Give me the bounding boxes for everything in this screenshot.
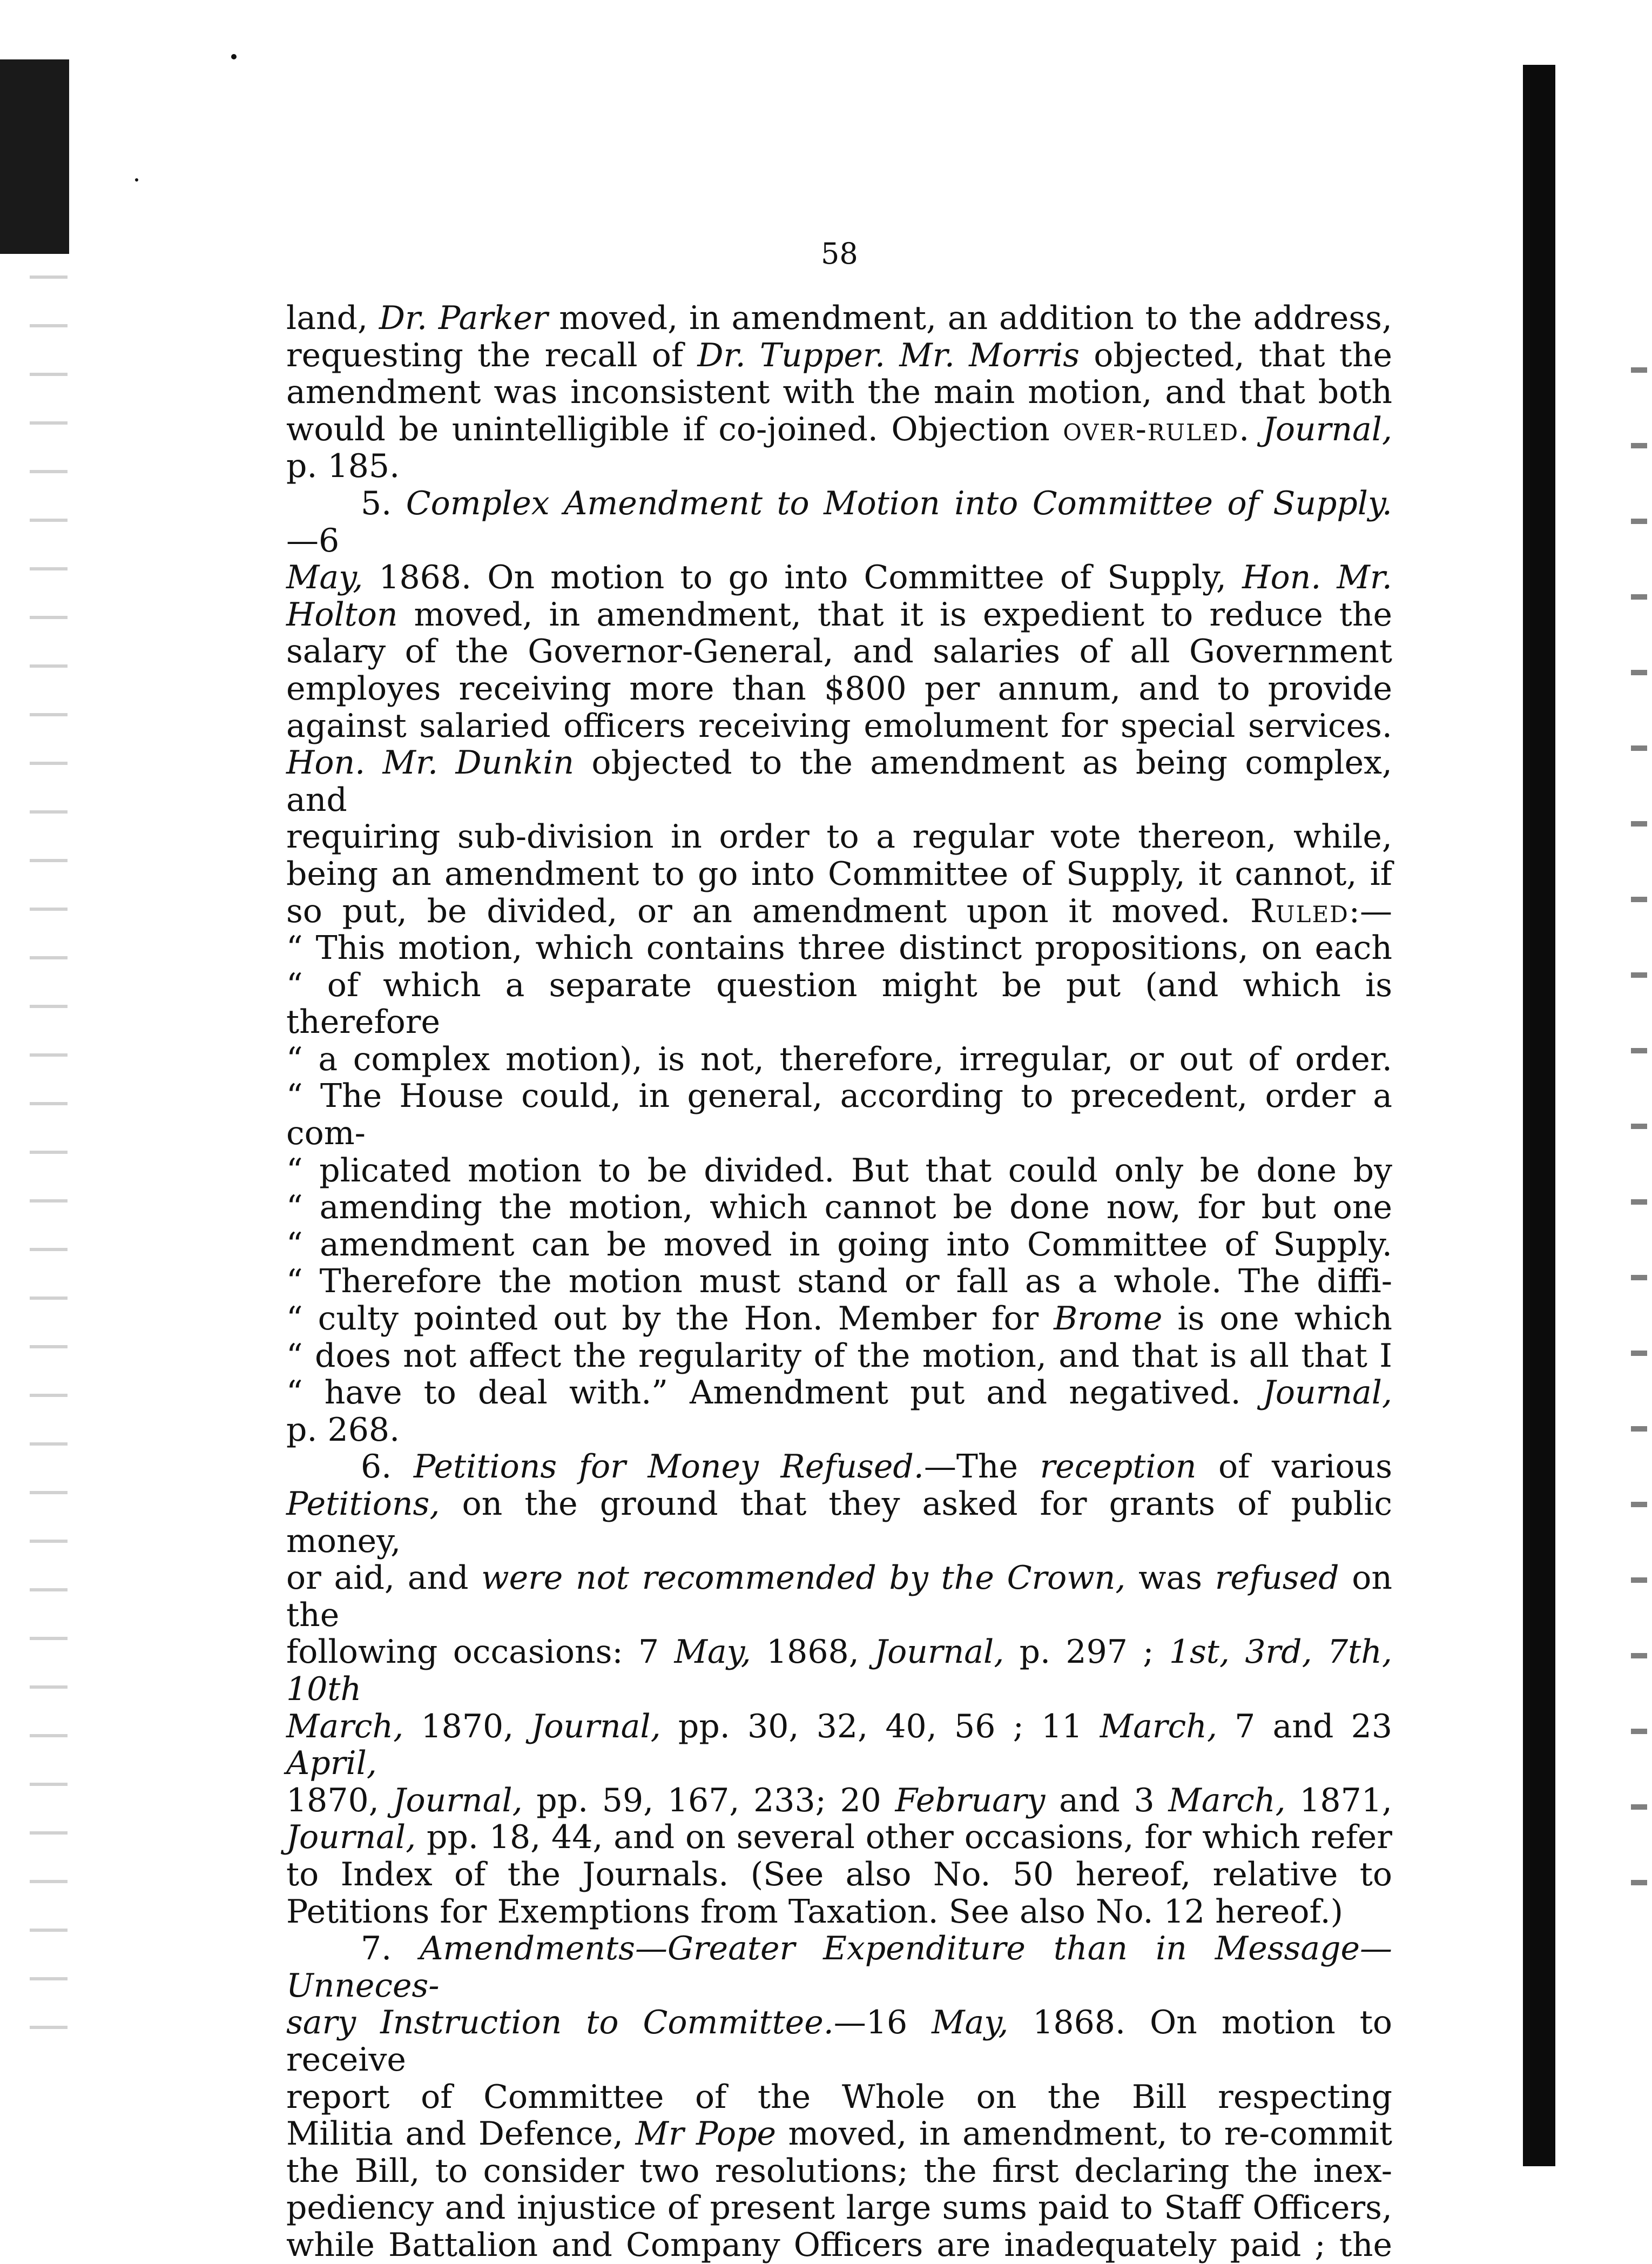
text-run: May,	[674, 1633, 751, 1671]
text-line	[286, 967, 1392, 1041]
text-run: “ plicated motion to be divided. But that could only be done by	[286, 1151, 1392, 1190]
text-line	[286, 1893, 1392, 1931]
text-run: was	[1125, 1559, 1215, 1597]
text-run: 5.	[361, 484, 406, 522]
text-line	[286, 708, 1392, 745]
text-run: and 3	[1045, 1781, 1169, 1819]
text-run: p. 297 ;	[1004, 1633, 1169, 1671]
text-run: Journal,	[1262, 1374, 1392, 1412]
text-run: Petitions,	[286, 1485, 440, 1523]
text-line	[286, 856, 1392, 893]
scan-edge-left	[0, 59, 69, 254]
text-run: 6.	[361, 1448, 414, 1486]
text-run: amendment was inconsistent with the main motion, and that both	[286, 373, 1392, 412]
text-line	[286, 1448, 1392, 1486]
text-run: “ does not affect the regularity of the motion, and that is all that I	[286, 1336, 1392, 1375]
text-line	[286, 2153, 1392, 2190]
text-run: sary Instruction to Committee.	[286, 2004, 834, 2042]
text-run: would be unintelligible if co-joined. Objection	[286, 410, 1063, 448]
text-run: over-ruled	[1063, 410, 1239, 448]
text-run: Petitions for Money Refused.	[413, 1448, 924, 1486]
text-line	[286, 2189, 1392, 2227]
text-run: 1868. On motion to go into Committee of Supply,	[363, 559, 1243, 597]
text-line	[286, 1078, 1392, 1152]
text-run: “ have to deal with.” Amendment put and negatived.	[286, 1374, 1263, 1412]
text-run: 1870,	[286, 1781, 393, 1819]
text-run: 1871,	[1285, 1781, 1393, 1819]
text-run: Journal,	[874, 1633, 1004, 1671]
text-line	[286, 1560, 1392, 1634]
text-run: Dr. Parker	[379, 299, 548, 337]
text-run: Militia and Defence,	[286, 2115, 636, 2153]
text-line	[286, 1708, 1392, 1782]
text-line	[286, 411, 1392, 448]
text-line	[286, 559, 1392, 596]
text-run: February	[895, 1781, 1046, 1819]
text-line	[286, 1634, 1392, 1708]
text-run: “ amendment can be moved in going into Committee of Supply.	[286, 1225, 1392, 1264]
text-run: “ This motion, which contains three distinct propositions, on each	[286, 929, 1392, 968]
scan-speck	[231, 54, 237, 59]
text-line	[286, 2079, 1392, 2116]
text-run: pp. 59, 167, 233; 20	[522, 1781, 895, 1819]
text-run: Brome	[1054, 1300, 1163, 1338]
text-run: April,	[286, 1744, 377, 1783]
text-run: moved, in amendment, to re-commit	[776, 2115, 1392, 2153]
text-run: while Battalion and Company Officers are inadequately paid ; the	[286, 2226, 1392, 2264]
text-line	[286, 596, 1392, 634]
text-run: Mr Pope	[635, 2115, 776, 2153]
text-line	[286, 300, 1392, 337]
text-run: objected, that the	[1080, 336, 1393, 374]
text-run: employes receiving more than $800 per annum, and to provide	[286, 669, 1392, 708]
text-run: Ruled	[1250, 892, 1349, 930]
text-run: March,	[1100, 1707, 1217, 1745]
text-line	[286, 485, 1392, 559]
text-line	[286, 930, 1392, 967]
text-line	[286, 1226, 1392, 1264]
text-run: Amendments—Greater Expenditure than in Message—Unneces-	[286, 1930, 1392, 2005]
text-run: refused	[1215, 1559, 1339, 1597]
text-line	[286, 2227, 1392, 2264]
text-run: so put, be divided, or an amendment upon it moved.	[286, 892, 1250, 930]
text-run: “ The House could, in general, according to precedent, order a com-	[286, 1077, 1392, 1153]
scan-edge-right	[1523, 65, 1555, 2166]
text-run	[885, 337, 899, 374]
text-run: “ amending the motion, which cannot be done now, for but one	[286, 1188, 1392, 1227]
text-run: Hon. Mr. Dunkin	[286, 744, 575, 782]
text-line	[286, 1189, 1392, 1226]
text-run: May,	[286, 559, 363, 597]
text-run: :—	[1348, 892, 1392, 930]
text-run: Journal,	[1262, 410, 1392, 448]
text-line	[286, 1782, 1392, 1819]
text-run: on the ground that they asked for grants of public money,	[286, 1485, 1392, 1560]
text-line	[286, 448, 1392, 485]
document-body	[286, 300, 1392, 2263]
text-run: “ of which a separate question might be put (and which is therefore	[286, 966, 1392, 1042]
text-run: 1868,	[751, 1633, 875, 1671]
text-run: Dr. Tupper.	[697, 336, 886, 374]
text-line	[286, 1263, 1392, 1300]
text-run: to Index of the Journals. (See also No. 50 hereof, relative to	[286, 1855, 1392, 1893]
text-run: Journal,	[286, 1818, 416, 1857]
text-run: reception	[1040, 1448, 1197, 1486]
text-run: March,	[286, 1707, 404, 1745]
text-run: salary of the Governor-General, and salaries of all Government	[286, 633, 1392, 671]
text-run: .	[1239, 410, 1263, 448]
text-run: “ a complex motion), is not, therefore, irregular, or out of order.	[286, 1040, 1392, 1078]
text-run: requesting the recall of	[286, 336, 698, 374]
text-run: against salaried officers receiving emolument for special services.	[286, 707, 1392, 745]
text-line	[286, 2004, 1392, 2078]
text-run: pp. 30, 32, 40, 56 ; 11	[660, 1707, 1100, 1745]
text-run: p. 185.	[286, 447, 400, 486]
text-run: on the	[286, 1559, 1392, 1634]
text-run: May,	[932, 2004, 1009, 2042]
text-run: report of Committee of the Whole on the Bill respecting	[286, 2078, 1392, 2116]
text-run: —The	[923, 1448, 1040, 1486]
text-run: 7.	[361, 1930, 420, 1968]
scan-speck	[135, 178, 138, 182]
text-run: moved, in amendment, an addition to the address,	[548, 299, 1392, 337]
text-run: Complex Amendment to Motion into Committee of Supply.	[406, 484, 1392, 522]
text-run: Petitions for Exemptions from Taxation. See also No. 12 hereof.)	[286, 1892, 1344, 1931]
text-run: moved, in amendment, that it is expedient to reduce the	[397, 595, 1392, 634]
text-line	[286, 1856, 1392, 1893]
text-run: objected to the amendment as being complex, and	[286, 744, 1393, 819]
text-line	[286, 1041, 1392, 1078]
text-line	[286, 374, 1392, 411]
text-run: “ Therefore the motion must stand or fall as a whole. The diffi-	[286, 1262, 1392, 1301]
text-run: is one which	[1162, 1300, 1393, 1338]
text-run: pp. 18, 44, and on several other occasions, for which refer	[416, 1818, 1392, 1857]
text-line	[286, 1819, 1392, 1856]
text-run: 7 and 23	[1217, 1707, 1393, 1745]
text-run: following occasions: 7	[286, 1633, 675, 1671]
text-run: the Bill, to consider two resolutions; the first declaring the inex-	[286, 2152, 1392, 2190]
text-line	[286, 633, 1392, 670]
text-run: being an amendment to go into Committee of Supply, it cannot, if	[286, 855, 1392, 893]
text-line	[286, 818, 1392, 856]
text-run: March,	[1168, 1781, 1286, 1819]
text-line	[286, 1152, 1392, 1190]
scan-noise-left	[30, 254, 68, 2037]
text-run: —16	[833, 2004, 932, 2042]
text-line	[286, 1930, 1392, 2004]
text-run: land,	[286, 299, 379, 337]
text-line	[286, 1338, 1392, 1375]
scan-noise-right	[1631, 324, 1647, 1945]
text-run: requiring sub-division in order to a regular vote thereon, while,	[286, 818, 1392, 856]
text-run: p. 268.	[286, 1410, 400, 1449]
text-run: Hon. Mr.	[1242, 559, 1392, 597]
text-run: Journal,	[531, 1707, 661, 1745]
text-run: Mr. Morris	[899, 336, 1080, 374]
text-run: —6	[286, 521, 340, 560]
text-run: Holton	[286, 595, 398, 634]
text-run: 1st, 3rd, 7th, 10th	[286, 1633, 1392, 1708]
text-run: of various	[1196, 1448, 1392, 1486]
text-run: or aid, and	[286, 1559, 482, 1597]
text-run: “ culty pointed out by the Hon. Member for	[286, 1300, 1054, 1338]
text-run: 1870,	[403, 1707, 531, 1745]
text-run: pediency and injustice of present large sums paid to Staff Officers,	[286, 2189, 1392, 2227]
text-line	[286, 1374, 1392, 1412]
text-line	[286, 1412, 1392, 1449]
text-line	[286, 2115, 1392, 2153]
text-line	[286, 670, 1392, 708]
text-line	[286, 1300, 1392, 1338]
text-run: were not recommended by the Crown,	[481, 1559, 1126, 1597]
text-line	[286, 893, 1392, 930]
text-run: 1868. On motion to receive	[286, 2004, 1392, 2079]
text-line	[286, 337, 1392, 374]
text-run: Journal,	[393, 1781, 523, 1819]
text-line	[286, 744, 1392, 818]
page-number: 58	[821, 237, 858, 271]
text-line	[286, 1486, 1392, 1560]
